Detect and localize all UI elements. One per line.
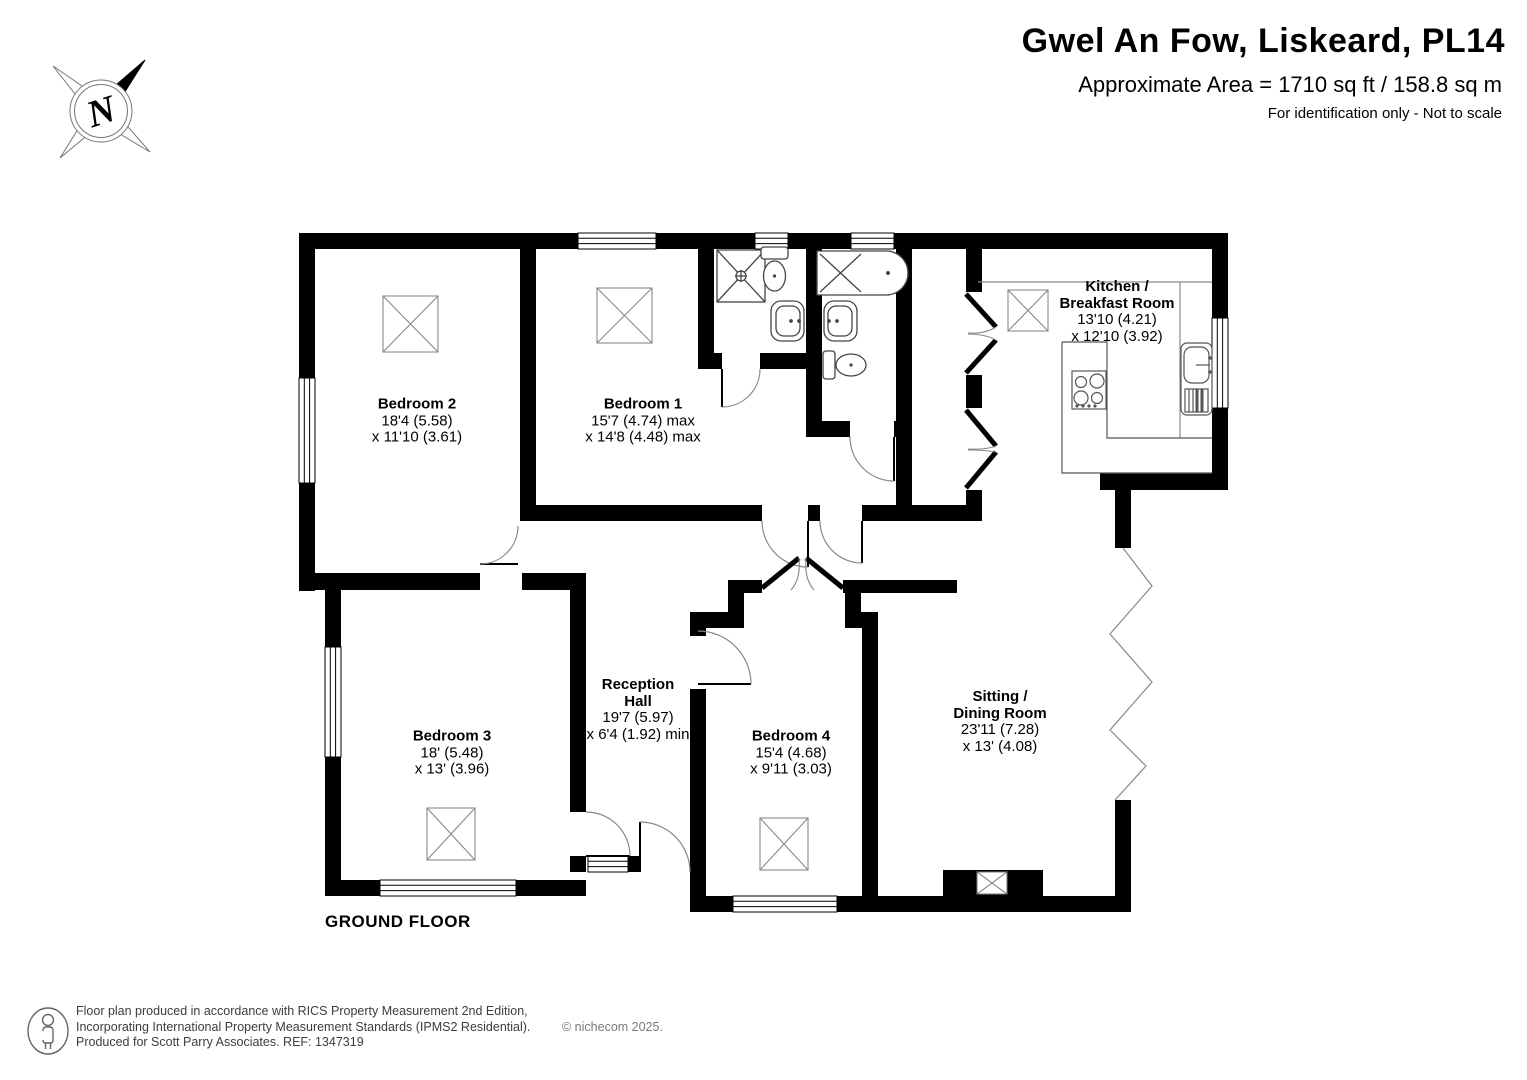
footer-line: Incorporating International Property Measurement Standards (IPMS2 Residential). — [76, 1019, 531, 1034]
rooflight-icon — [383, 296, 438, 352]
room-dimensions: x 13' (3.96) — [414, 760, 490, 778]
rooflight-icon — [1008, 290, 1048, 331]
sink-icon — [1181, 343, 1212, 415]
door-bedroom-2 — [480, 526, 518, 564]
kitchen-fixtures — [1062, 342, 1212, 473]
room-name: Dining Room — [953, 704, 1047, 722]
room-label-kitchen-breakfast-room — [1059, 279, 1174, 345]
door-bathroom — [850, 437, 894, 481]
room-label-bedroom-2 — [372, 396, 462, 446]
room-name: Reception — [601, 676, 675, 693]
basin-icon — [824, 301, 857, 341]
room-name: Bedroom 2 — [377, 395, 457, 413]
svg-text:N: N — [81, 87, 121, 137]
room-label-reception-hall — [587, 677, 690, 743]
room-dimensions: x 9'11 (3.03) — [750, 760, 832, 778]
rooflights — [383, 288, 1048, 870]
window — [733, 896, 837, 912]
basin-icon — [771, 301, 804, 341]
room-dimensions: 15'7 (4.74) max — [591, 411, 695, 429]
room-dimensions: 18'4 (5.58) — [381, 411, 453, 429]
footer-line: Produced for Scott Parry Associates. REF: 1347319 — [76, 1035, 364, 1049]
room-name: Breakfast Room — [1059, 294, 1175, 312]
window — [1212, 318, 1228, 408]
rooflight-icon — [597, 288, 652, 343]
window — [851, 233, 894, 249]
person-icon — [26, 1006, 72, 1058]
room-label-bedroom-4 — [750, 728, 832, 778]
room-dimensions: x 11'10 (3.61) — [371, 428, 463, 446]
room-label-bedroom-1 — [585, 396, 700, 446]
room-dimensions: x 13' (4.08) — [962, 737, 1038, 755]
door-inner-hall — [820, 521, 862, 563]
room-dimensions: 15'4 (4.68) — [755, 743, 827, 761]
hob-icon — [1072, 371, 1106, 409]
toilet-icon — [823, 351, 866, 379]
bath-icon — [817, 251, 908, 295]
page-title: Gwel An Fow, Liskeard, PL14 — [1021, 22, 1505, 60]
room-dimensions: x 14'8 (4.48) max — [585, 428, 701, 446]
door-bedroom-4 — [698, 631, 751, 684]
room-name: Sitting / — [972, 688, 1028, 705]
compass-rose-icon — [53, 60, 150, 158]
not-to-scale-note: For identification only - Not to scale — [1267, 105, 1502, 122]
window — [325, 647, 341, 757]
window — [299, 378, 315, 483]
room-dimensions: x 6'4 (1.92) min — [586, 725, 690, 743]
fireplace-icon — [977, 872, 1007, 894]
door-bedroom-1 — [762, 521, 808, 567]
window — [588, 856, 628, 872]
room-label-sitting-dining-room — [953, 689, 1046, 755]
room-name: Bedroom 3 — [412, 727, 492, 745]
room-name: Hall — [624, 692, 652, 710]
room-dimensions: 18' (5.48) — [420, 743, 484, 761]
room-dimensions: 13'10 (4.21) — [1077, 311, 1157, 328]
toilet-icon — [761, 247, 788, 291]
copyright-notice: © nichecom 2025. — [562, 1020, 663, 1034]
room-name: Kitchen / — [1085, 278, 1149, 295]
footer-line: Floor plan produced in accordance with RICS Property Measurement 2nd Edition, — [76, 1004, 528, 1018]
footer-disclaimer — [76, 1004, 530, 1051]
door-ensuite — [722, 369, 760, 407]
rooflight-icon — [427, 808, 475, 860]
room-name: Bedroom 4 — [751, 727, 831, 745]
shower-icon — [717, 250, 765, 302]
room-label-bedroom-3 — [413, 728, 491, 778]
room-dimensions: x 12'10 (3.92) — [1071, 327, 1163, 345]
double-doors-bedroom-4 — [762, 558, 843, 590]
room-name: Bedroom 1 — [603, 395, 683, 413]
approximate-area: Approximate Area = 1710 sq ft / 158.8 sq m — [1078, 72, 1502, 97]
zigzag-break-line — [1110, 548, 1152, 800]
door-bedroom-3 — [586, 812, 630, 856]
window — [578, 233, 656, 249]
window — [380, 880, 516, 896]
door-entrance — [640, 822, 690, 872]
room-dimensions: 19'7 (5.97) — [602, 709, 674, 726]
room-dimensions: 23'11 (7.28) — [960, 721, 1040, 738]
rooflight-icon — [760, 818, 808, 870]
floor-name-label: GROUND FLOOR — [325, 912, 471, 931]
